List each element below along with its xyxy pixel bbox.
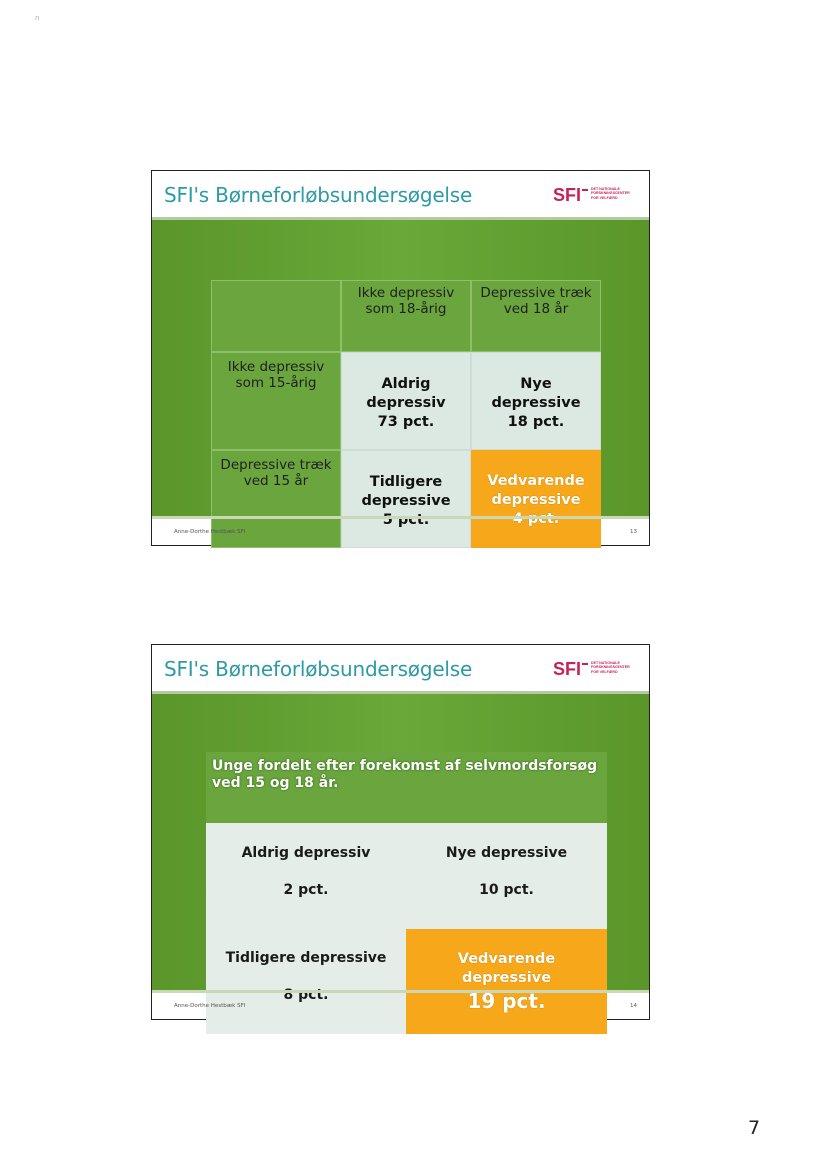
page-number: 7	[748, 1117, 761, 1139]
logo-sub-line: FORSKNINGSCENTER	[591, 191, 630, 196]
corner-mark: n	[35, 14, 40, 22]
cell-line: depressive	[361, 493, 451, 509]
row-header-not-depressed-15	[211, 352, 341, 450]
logo-text: SFI	[552, 185, 581, 205]
logo-bar	[582, 663, 588, 665]
cell-label: Aldrig depressiv	[241, 845, 371, 861]
table-header	[206, 752, 607, 823]
logo-sub-line: FOR VELFÆRD	[591, 669, 618, 674]
slide-header	[152, 171, 649, 217]
slide-footer	[152, 990, 649, 1020]
cell-value: 73 pct.	[377, 414, 435, 430]
header-line: Depressive træk	[220, 457, 332, 473]
cell-new-depressive	[406, 823, 607, 929]
slide-footer	[152, 516, 649, 546]
cell-line: Vedvarende	[487, 473, 585, 489]
logo-sub-line: FOR VELFÆRD	[591, 195, 618, 200]
cell-line: depressiv	[366, 395, 446, 411]
cell-value: 18 pct.	[507, 414, 565, 430]
slide-14	[151, 644, 650, 1020]
cell-line: Aldrig	[381, 376, 431, 392]
header-line: ved 15 og 18 år.	[212, 775, 339, 791]
logo-subtitle	[591, 661, 635, 674]
header-line: Ikke depressiv	[227, 359, 325, 375]
slide-body	[152, 220, 649, 528]
cell-new-depressive	[471, 352, 601, 450]
header-line: ved 15 år	[243, 473, 309, 489]
logo-text: SFI	[552, 659, 581, 679]
logo-bar	[582, 189, 588, 191]
depression-table	[211, 280, 601, 548]
slide-title: SFI's Børneforløbsundersøgelse	[164, 657, 473, 681]
cell-never-depressed	[206, 823, 406, 929]
slide-header	[152, 645, 649, 691]
footer-author: Anne-Dorthe Hestbæk SFI	[174, 529, 246, 535]
cell-label: Tidligere depressive	[225, 950, 387, 966]
header-line: ved 18 år	[503, 301, 569, 317]
header-line: Unge fordelt efter forekomst af selvmordsforsøg	[212, 758, 598, 774]
logo-sub-line: DET NATIONALE	[591, 661, 620, 665]
cell-label: Nye depressive	[445, 845, 568, 861]
cell-line: depressive	[491, 492, 581, 508]
slide-title: SFI's Børneforløbsundersøgelse	[164, 183, 473, 207]
cell-value: 4 pct.	[512, 511, 560, 527]
logo-subtitle	[591, 187, 635, 200]
col-header-depressive-18	[471, 280, 601, 352]
cell-never-depressed	[341, 352, 471, 450]
logo-sub-line: FORSKNINGSCENTER	[591, 665, 630, 670]
cell-value: 10 pct.	[479, 882, 534, 898]
sfi-logo	[553, 186, 635, 204]
cell-value: 19 pct.	[467, 989, 546, 1013]
cell-line: depressive	[491, 395, 581, 411]
sfi-logo	[553, 660, 635, 678]
footer-author: Anne-Dorthe Hestbæk SFI	[174, 1003, 246, 1009]
footer-page-number: 14	[630, 1003, 637, 1009]
logo-sub-line: DET NATIONALE	[591, 187, 620, 191]
header-line: som 15-årig	[235, 375, 317, 391]
header-line: som 18-årig	[365, 301, 447, 317]
slide-13	[151, 170, 650, 546]
header-line: Depressive træk	[480, 285, 592, 301]
cell-value: 2 pct.	[283, 882, 329, 898]
footer-page-number: 13	[630, 529, 637, 535]
col-header-not-depressed-18	[341, 280, 471, 352]
table-corner-cell	[211, 280, 341, 352]
cell-value: 8 pct.	[283, 987, 329, 1003]
cell-line: Tidligere	[369, 474, 443, 490]
cell-value: 5 pct.	[382, 512, 430, 528]
header-line: Ikke depressiv	[357, 285, 455, 301]
cell-label: Vedvarende depressive	[457, 951, 556, 986]
cell-line: Nye	[520, 376, 552, 392]
